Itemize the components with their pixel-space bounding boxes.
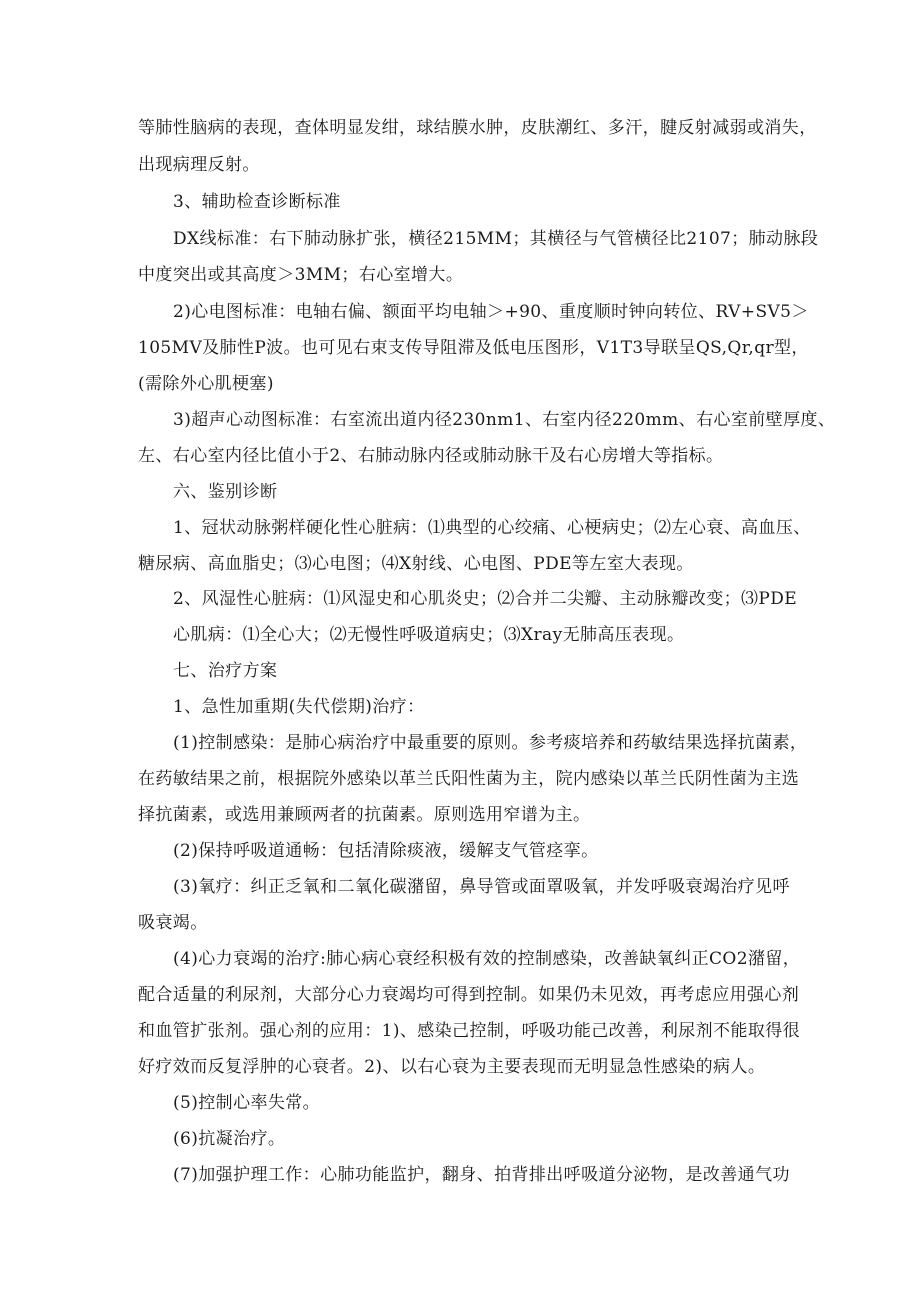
text-line: (5)控制心率失常。 [173, 1093, 321, 1113]
text-line: 和血管扩张剂。强心剂的应用：1)、感染己控制，呼吸功能己改善，利尿剂不能取得很 [138, 1021, 801, 1041]
section-heading: 3、辅助检查诊断标准 [173, 192, 341, 212]
text-line: 择抗菌素，或选用兼顾两者的抗菌素。原则选用窄谱为主。 [138, 805, 591, 825]
section-heading: 六、鉴别诊断 [173, 482, 278, 502]
text-line: (6)抗凝治疗。 [173, 1129, 286, 1149]
text-line: 等肺性脑病的表现，查体明显发绀，球结膜水肿，皮肤潮红、多汗，腱反射减弱或消失， [138, 118, 817, 138]
text-line: DX线标准：右下肺动脉扩张，横径215MM；其横径与气管横径比2107；肺动脉段 [173, 229, 819, 249]
section-heading: 七、治疗方案 [173, 661, 278, 681]
text-line: 2、风湿性心脏病：⑴风湿史和心肌炎史；⑵合并二尖瓣、主动脉瓣改变；⑶PDE [173, 589, 798, 609]
text-line: (需除外心肌梗塞) [138, 374, 274, 394]
text-line: 2)心电图标准：电轴右偏、额面平均电轴＞+90、重度顺时钟向转位、RV+SV5＞ [173, 302, 809, 322]
text-line: 配合适量的利尿剂，大部分心力衰竭均可得到控制。如果仍未见效，再考虑应用强心剂 [138, 985, 800, 1005]
text-line: (2)保持呼吸道通畅：包括清除痰液，缓解支气管痉挛。 [173, 841, 599, 861]
text-line: 1、冠状动脉粥样硬化性心脏病：⑴典型的心绞痛、心梗病史；⑵左心衰、高血压、 [173, 518, 811, 538]
text-line: (1)控制感染：是肺心病治疗中最重要的原则。参考痰培养和药敏结果选择抗菌素， [173, 733, 808, 753]
text-line: 左、右心室内径比值小于2、右肺动脉内径或肺动脉干及右心房增大等指标。 [138, 446, 724, 466]
text-line: (7)加强护理工作：心肺功能监护，翻身、拍背排出呼吸道分泌物，是改善通气功 [173, 1165, 790, 1185]
text-line: 105MV及肺性P波。也可见右束支传导阻滞及低电压图形，V1T3导联呈QS,Qr,qr型， [138, 338, 809, 358]
text-line: 吸衰竭。 [138, 913, 208, 933]
text-line: 好疗效而反复浮肿的心衰者。2)、以右心衰为主要表现而无明显急性感染的病人。 [138, 1057, 766, 1077]
text-line: 心肌病：⑴全心大；⑵无慢性呼吸道病史；⑶Xray无肺高压表现。 [173, 625, 685, 645]
text-line: (3)氧疗：纠正乏氧和二氧化碳潴留，鼻导管或面罩吸氧，并发呼吸衰竭治疗见呼 [173, 877, 790, 897]
text-line: 糖尿病、高血脂史；⑶心电图；⑷X射线、心电图、PDE等左室大表现。 [138, 554, 694, 574]
text-line: (4)心力衰竭的治疗:肺心病心衰经积极有效的控制感染，改善缺氧纠正CO2潴留， [173, 949, 801, 969]
text-line: 在药敏结果之前，根据院外感染以革兰氏阳性菌为主，院内感染以革兰氏阴性菌为主选 [138, 769, 800, 789]
text-line: 中度突出或其高度＞3MM；右心室增大。 [138, 265, 464, 285]
text-line: 3)超声心动图标准：右室流出道内径230nm1、右室内径220mm、右心室前壁厚度、 [173, 410, 836, 430]
text-line: 出现病理反射。 [138, 155, 260, 175]
text-line: 1、急性加重期(失代偿期)治疗： [173, 697, 425, 717]
